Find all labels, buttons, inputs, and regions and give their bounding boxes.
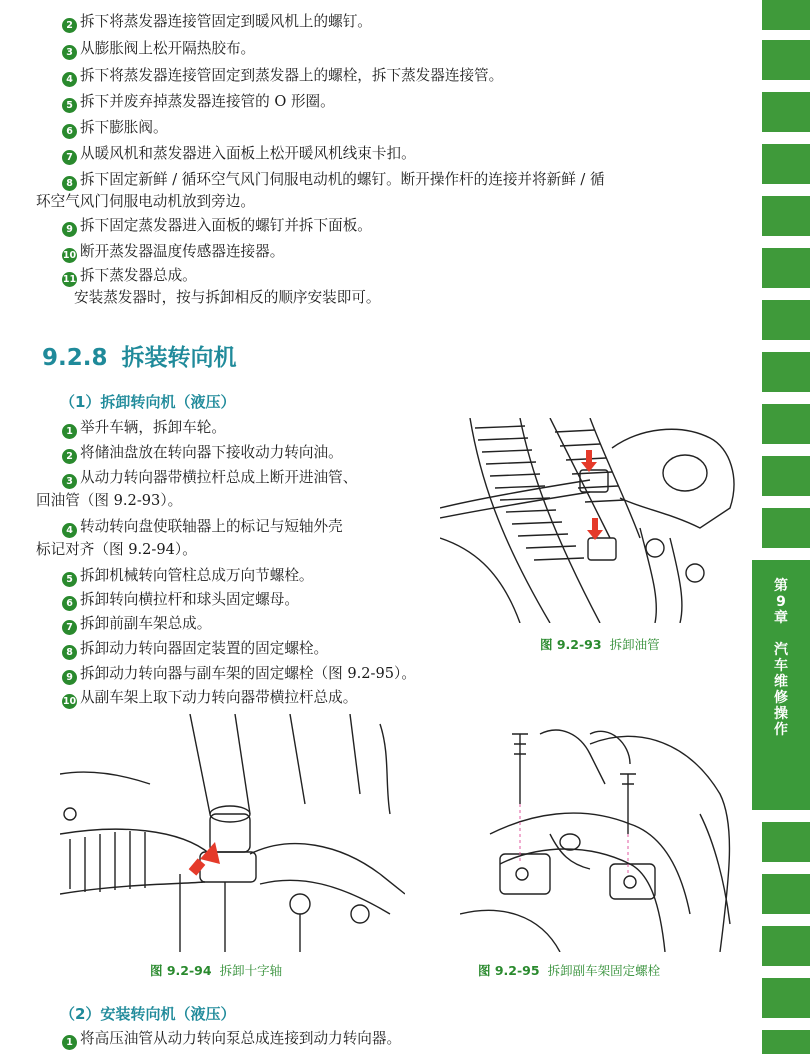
figure-oil-pipe [440, 418, 740, 623]
step-11: 11 拆下蒸发器总成。 [62, 267, 197, 285]
figure-caption-95: 图 9.2-95 拆卸副车架固定螺栓 [478, 963, 661, 978]
side-tab [762, 508, 810, 548]
side-tab [762, 456, 810, 496]
side-tab [762, 822, 810, 862]
side-tab [762, 196, 810, 236]
side-tab [762, 40, 810, 80]
side-tab [762, 978, 810, 1018]
remove-step-6: 6 拆卸转向横拉杆和球头固定螺母。 [62, 590, 299, 611]
side-tab [762, 926, 810, 966]
subframe-bolts-illustration [460, 714, 740, 952]
remove-step-4: 4 转动转向盘使联轴器上的标记与短轴外壳 [62, 517, 343, 538]
side-tab [762, 0, 810, 30]
step-2: 2 拆下将蒸发器连接管固定到暖风机上的螺钉。 [62, 12, 372, 33]
remove-step-10: 10 从副车架上取下动力转向器带横拉杆总成。 [62, 689, 358, 707]
section-number: 9.2.8 [42, 345, 108, 371]
install-note: 安装蒸发器时，按与拆卸相反的顺序安装即可。 [74, 289, 381, 306]
arrow-icon [189, 842, 220, 876]
figure-caption-94: 图 9.2-94 拆卸十字轴 [150, 963, 283, 978]
remove-step-3: 3 从动力转向器带横拉杆总成上断开进油管、 [62, 468, 357, 489]
side-tab-strip [752, 0, 810, 1054]
remove-step-3-continued: 回油管（图 9.2-93）。 [36, 492, 183, 509]
figure-cross-shaft [60, 714, 405, 952]
remove-step-1: 1 举升车辆，拆卸车轮。 [62, 418, 226, 439]
step-8: 8 拆下固定新鲜 / 循环空气风门伺服电动机的螺钉。断开操作杆的连接并将新鲜 / 循 [62, 170, 605, 191]
step-9: 9 拆下固定蒸发器进入面板的螺钉并拆下面板。 [62, 216, 372, 237]
remove-step-7: 7 拆卸前副车架总成。 [62, 614, 211, 635]
install-step-1: 1 将高压油管从动力转向泵总成连接到动力转向器。 [62, 1029, 401, 1050]
section-heading [42, 343, 237, 373]
cross-shaft-illustration [60, 714, 405, 952]
remove-step-9: 9 拆卸动力转向器与副车架的固定螺栓（图 9.2-95）。 [62, 664, 416, 685]
figure-subframe-bolts [460, 714, 740, 952]
arrow-icon [581, 450, 603, 540]
step-6: 6 拆下膨胀阀。 [62, 118, 168, 139]
figure-caption-93: 图 9.2-93 拆卸油管 [540, 637, 660, 652]
step-7: 7 从暖风机和蒸发器进入面板上松开暖风机线束卡扣。 [62, 144, 416, 165]
side-tab [762, 300, 810, 340]
step-10: 10 断开蒸发器温度传感器连接器。 [62, 243, 285, 261]
side-tab [762, 92, 810, 132]
step-5: 5 拆下并废弃掉蒸发器连接管的 O 形圈。 [62, 92, 335, 113]
remove-step-4-continued: 标记对齐（图 9.2-94）。 [36, 541, 197, 558]
step-8-continued: 环空气风门伺服电动机放到旁边。 [36, 193, 255, 210]
chapter-label: 第 9 章 汽 车 维 修 操 作 [774, 578, 788, 738]
side-tab [762, 1030, 810, 1054]
remove-step-2: 2 将储油盘放在转向器下接收动力转向油。 [62, 443, 343, 464]
side-tab [762, 874, 810, 914]
side-tab [762, 352, 810, 392]
chapter-tab [752, 560, 810, 810]
oil-pipe-illustration [440, 418, 740, 623]
remove-step-8: 8 拆卸动力转向器固定装置的固定螺栓。 [62, 639, 328, 660]
remove-step-5: 5 拆卸机械转向管柱总成万向节螺栓。 [62, 566, 314, 587]
side-tab [762, 248, 810, 288]
step-4: 4 拆下将蒸发器连接管固定到蒸发器上的螺栓，拆下蒸发器连接管。 [62, 66, 503, 87]
subsection-remove: （1）拆卸转向机（液压） [60, 393, 236, 411]
side-tab [762, 404, 810, 444]
side-tab [762, 144, 810, 184]
step-3: 3 从膨胀阀上松开隔热胶布。 [62, 39, 255, 60]
subsection-install: （2）安装转向机（液压） [60, 1005, 236, 1023]
section-title: 拆装转向机 [121, 345, 237, 371]
